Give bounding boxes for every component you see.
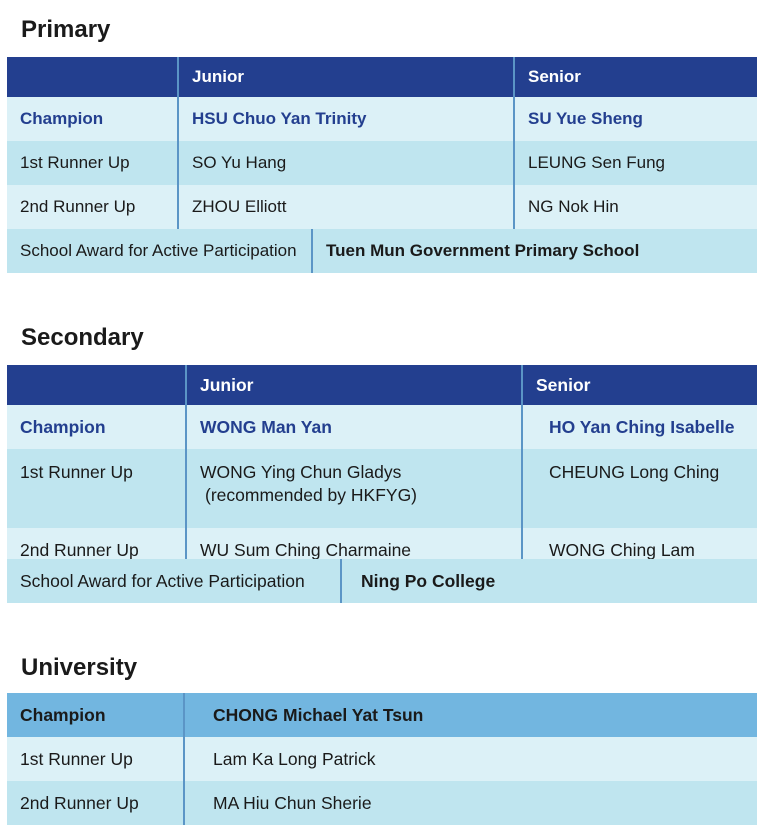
- row-label: 1st Runner Up: [7, 141, 178, 185]
- senior-winner: NG Nok Hin: [514, 185, 757, 229]
- senior-winner: LEUNG Sen Fung: [514, 141, 757, 185]
- table-row: [7, 405, 757, 449]
- senior-winner: WONG Ching Lam: [522, 528, 757, 572]
- row-label: 2nd Runner Up: [7, 185, 178, 229]
- junior-winner: WONG Man Yan: [186, 405, 522, 449]
- table-row: [7, 97, 757, 141]
- row-label: 2nd Runner Up: [7, 781, 184, 825]
- award-label: School Award for Active Participation: [7, 229, 312, 273]
- row-label: 1st Runner Up: [7, 449, 186, 528]
- row-label: 1st Runner Up: [7, 737, 184, 781]
- school-award-row: [7, 229, 757, 273]
- junior-winner: WONG Ying Chun Gladys: [200, 462, 402, 482]
- primary-award-table: [7, 229, 757, 273]
- award-school: Tuen Mun Government Primary School: [312, 229, 757, 273]
- secondary-results-table: [7, 365, 757, 572]
- junior-winner: WU Sum Ching Charmaine: [186, 528, 522, 572]
- winner-name: Lam Ka Long Patrick: [184, 737, 757, 781]
- primary-results-table: [7, 57, 757, 229]
- university-results-table: [7, 693, 757, 825]
- junior-winner: SO Yu Hang: [178, 141, 514, 185]
- header-junior: Junior: [178, 57, 514, 97]
- table-row: [7, 141, 757, 185]
- junior-winner: HSU Chuo Yan Trinity: [178, 97, 514, 141]
- award-school: Ning Po College: [341, 559, 757, 603]
- winner-name: CHONG Michael Yat Tsun: [184, 693, 757, 737]
- primary-section-title: Primary: [21, 16, 111, 43]
- table-row: [7, 185, 757, 229]
- junior-winner-cell: [186, 449, 522, 528]
- header-empty-cell: [7, 57, 178, 97]
- table-row: [7, 449, 757, 528]
- header-senior: Senior: [514, 57, 757, 97]
- award-label: School Award for Active Participation: [7, 559, 341, 603]
- secondary-section-title: Secondary: [21, 324, 144, 351]
- winner-name: MA Hiu Chun Sherie: [184, 781, 757, 825]
- row-label: Champion: [7, 97, 178, 141]
- table-row: [7, 737, 757, 781]
- table-row: [7, 693, 757, 737]
- junior-winner: ZHOU Elliott: [178, 185, 514, 229]
- table-header-row: [7, 57, 757, 97]
- row-label: 2nd Runner Up: [7, 528, 186, 572]
- school-award-row: [7, 559, 757, 603]
- table-row: [7, 781, 757, 825]
- senior-winner: CHEUNG Long Ching: [522, 449, 757, 528]
- header-empty-cell: [7, 365, 186, 405]
- senior-winner: HO Yan Ching Isabelle: [522, 405, 757, 449]
- junior-winner-note: (recommended by HKFYG): [205, 485, 418, 505]
- row-label: Champion: [7, 405, 186, 449]
- senior-winner: SU Yue Sheng: [514, 97, 757, 141]
- university-section-title: University: [21, 654, 138, 681]
- secondary-award-table: [7, 559, 757, 603]
- table-header-row: [7, 365, 757, 405]
- header-senior: Senior: [522, 365, 757, 405]
- row-label: Champion: [7, 693, 184, 737]
- header-junior: Junior: [186, 365, 522, 405]
